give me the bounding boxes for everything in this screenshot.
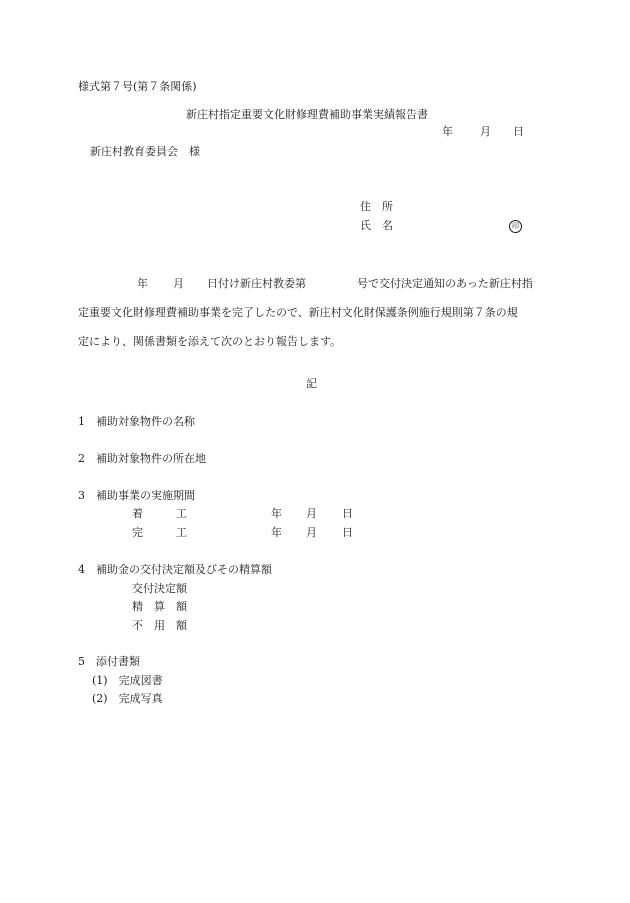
body-line1-rest: 日付け新庄村教委第 bbox=[207, 277, 306, 290]
start-year: 年 bbox=[271, 507, 282, 520]
seal-mark: 印 bbox=[509, 220, 522, 233]
decided-amount-label: 交付決定額 bbox=[132, 582, 187, 595]
date-year: 年 bbox=[442, 125, 453, 138]
name-label: 氏 名 bbox=[360, 219, 393, 232]
body-line2: 定重要文化財修理費補助事業を完了したので、新庄村文化財保護条例施行規則第７条の規 bbox=[78, 306, 518, 319]
date-month: 月 bbox=[480, 125, 491, 138]
start-day: 日 bbox=[342, 507, 353, 520]
item-1-heading: 1 補助対象物件の名称 bbox=[78, 415, 195, 428]
end-label: 完 工 bbox=[132, 526, 187, 539]
attachment-1: (1) 完成図書 bbox=[92, 674, 163, 687]
body-month: 月 bbox=[173, 277, 184, 290]
ki-heading: 記 bbox=[306, 377, 317, 390]
body-line3: 定により、関係書類を添えて次のとおり報告します。 bbox=[78, 335, 342, 348]
body-line1-tail: 号で交付決定通知のあった新庄村指 bbox=[357, 277, 533, 290]
item-5-heading: 5 添付書類 bbox=[78, 655, 140, 668]
addressee: 新庄村教育委員会 様 bbox=[90, 145, 200, 158]
item-4-heading: 4 補助金の交付決定額及びその精算額 bbox=[78, 563, 272, 576]
start-month: 月 bbox=[306, 507, 317, 520]
item-3-heading: 3 補助事業の実施期間 bbox=[78, 489, 195, 502]
address-label: 住 所 bbox=[360, 200, 393, 213]
document-title: 新庄村指定重要文化財修理費補助事業実績報告書 bbox=[186, 108, 428, 121]
end-day: 日 bbox=[342, 526, 353, 539]
body-year: 年 bbox=[137, 277, 148, 290]
unused-amount-label: 不 用 額 bbox=[132, 619, 187, 632]
end-year: 年 bbox=[271, 526, 282, 539]
start-label: 着 工 bbox=[132, 507, 187, 520]
item-2-heading: 2 補助対象物件の所在地 bbox=[78, 452, 206, 465]
attachment-2: (2) 完成写真 bbox=[92, 692, 163, 705]
end-month: 月 bbox=[306, 526, 317, 539]
form-number: 様式第７号(第７条関係) bbox=[78, 80, 197, 93]
settled-amount-label: 精 算 額 bbox=[132, 600, 187, 613]
date-day: 日 bbox=[513, 125, 524, 138]
